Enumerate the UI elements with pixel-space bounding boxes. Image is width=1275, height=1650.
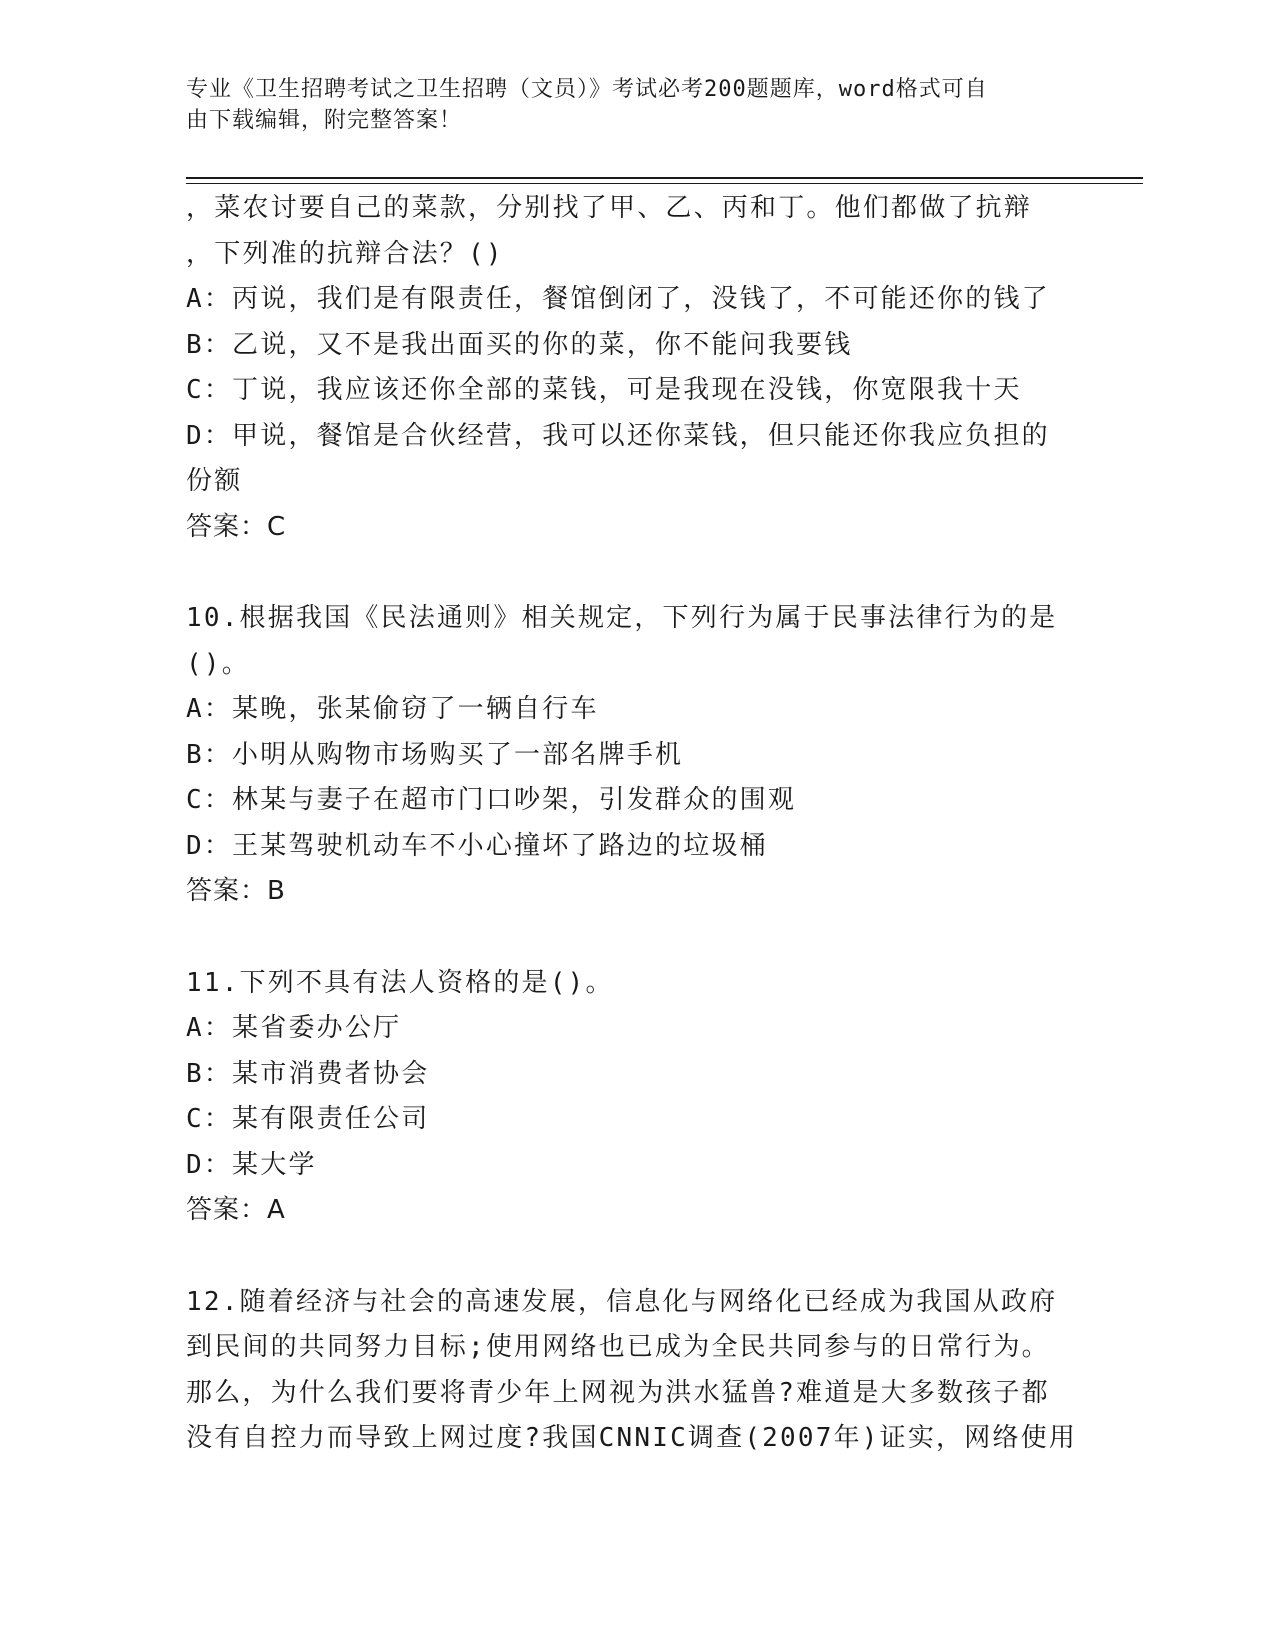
question-stem: 12.随着经济与社会的高速发展，信息化与网络化已经成为我国从政府: [186, 1286, 1058, 1317]
question-10: [186, 596, 1086, 915]
option-b: B：小明从购物市场购买了一部名牌手机: [186, 739, 684, 770]
header-line-2: 由下载编辑，附完整答案！: [186, 108, 463, 133]
question-stem: ，下列准的抗辩合法？(): [186, 238, 504, 269]
question-stem: ，菜农讨要自己的菜款，分别找了甲、乙、丙和丁。他们都做了抗辩: [186, 193, 1033, 223]
header-line-1: 专业《卫生招聘考试之卫生招聘（文员）》考试必考200题题库，word格式可自: [186, 77, 988, 102]
option-a: A：丙说，我们是有限责任，餐馆倒闭了，没钱了，不可能还你的钱了: [186, 284, 1050, 314]
question-stem: 10.根据我国《民法通则》相关规定，下列行为属于民事法律行为的是: [186, 603, 1058, 633]
question-12: [186, 1280, 1086, 1462]
question-stem: ()。: [186, 648, 250, 679]
option-d: D：王某驾驶机动车不小心撞坏了路边的垃圾桶: [186, 830, 768, 861]
question-separator: [186, 550, 1086, 596]
option-c: C：林某与妻子在超市门口吵架，引发群众的围观: [186, 785, 797, 815]
option-d: D：甲说，餐馆是合伙经营，我可以还你菜钱，但只能还你我应负担的: [186, 420, 1050, 451]
option-b: B：乙说，又不是我出面买的你的菜，你不能问我要钱: [186, 329, 853, 360]
question-stem: 那么，为什么我们要将青少年上网视为洪水猛兽?难道是大多数孩子都: [186, 1377, 1050, 1408]
option-b: B：某市消费者协会: [186, 1058, 430, 1089]
question-separator: [186, 1234, 1086, 1280]
question-stem: 没有自控力而导致上网过度?我国CNNIC调查(2007年)证实，网络使用: [186, 1423, 1078, 1453]
question-stem: 到民间的共同努力目标;使用网络也已成为全民共同参与的日常行为。: [186, 1332, 1050, 1362]
header-rule-thick: [186, 177, 1143, 179]
option-a: A：某省委办公厅: [186, 1013, 402, 1043]
question-list: [186, 186, 1086, 1462]
question-stem: 11.下列不具有法人资格的是()。: [186, 967, 614, 998]
question-separator: [186, 915, 1086, 961]
option-c: C：丁说，我应该还你全部的菜钱，可是我现在没钱，你宽限我十天: [186, 375, 1022, 405]
answer-line: 答案：C: [186, 511, 287, 542]
answer-line: 答案：A: [186, 1195, 286, 1225]
option-d: D：某大学: [186, 1149, 317, 1180]
option-a: A：某晚，张某偷窃了一辆自行车: [186, 694, 599, 724]
question-11: [186, 961, 1086, 1234]
header-rule-thin: [186, 183, 1143, 184]
option-c: C：某有限责任公司: [186, 1104, 430, 1134]
document-header: [186, 74, 1066, 136]
question-9: [186, 186, 1086, 550]
answer-line: 答案：B: [186, 876, 286, 906]
option-d-continued: 份额: [186, 466, 243, 496]
